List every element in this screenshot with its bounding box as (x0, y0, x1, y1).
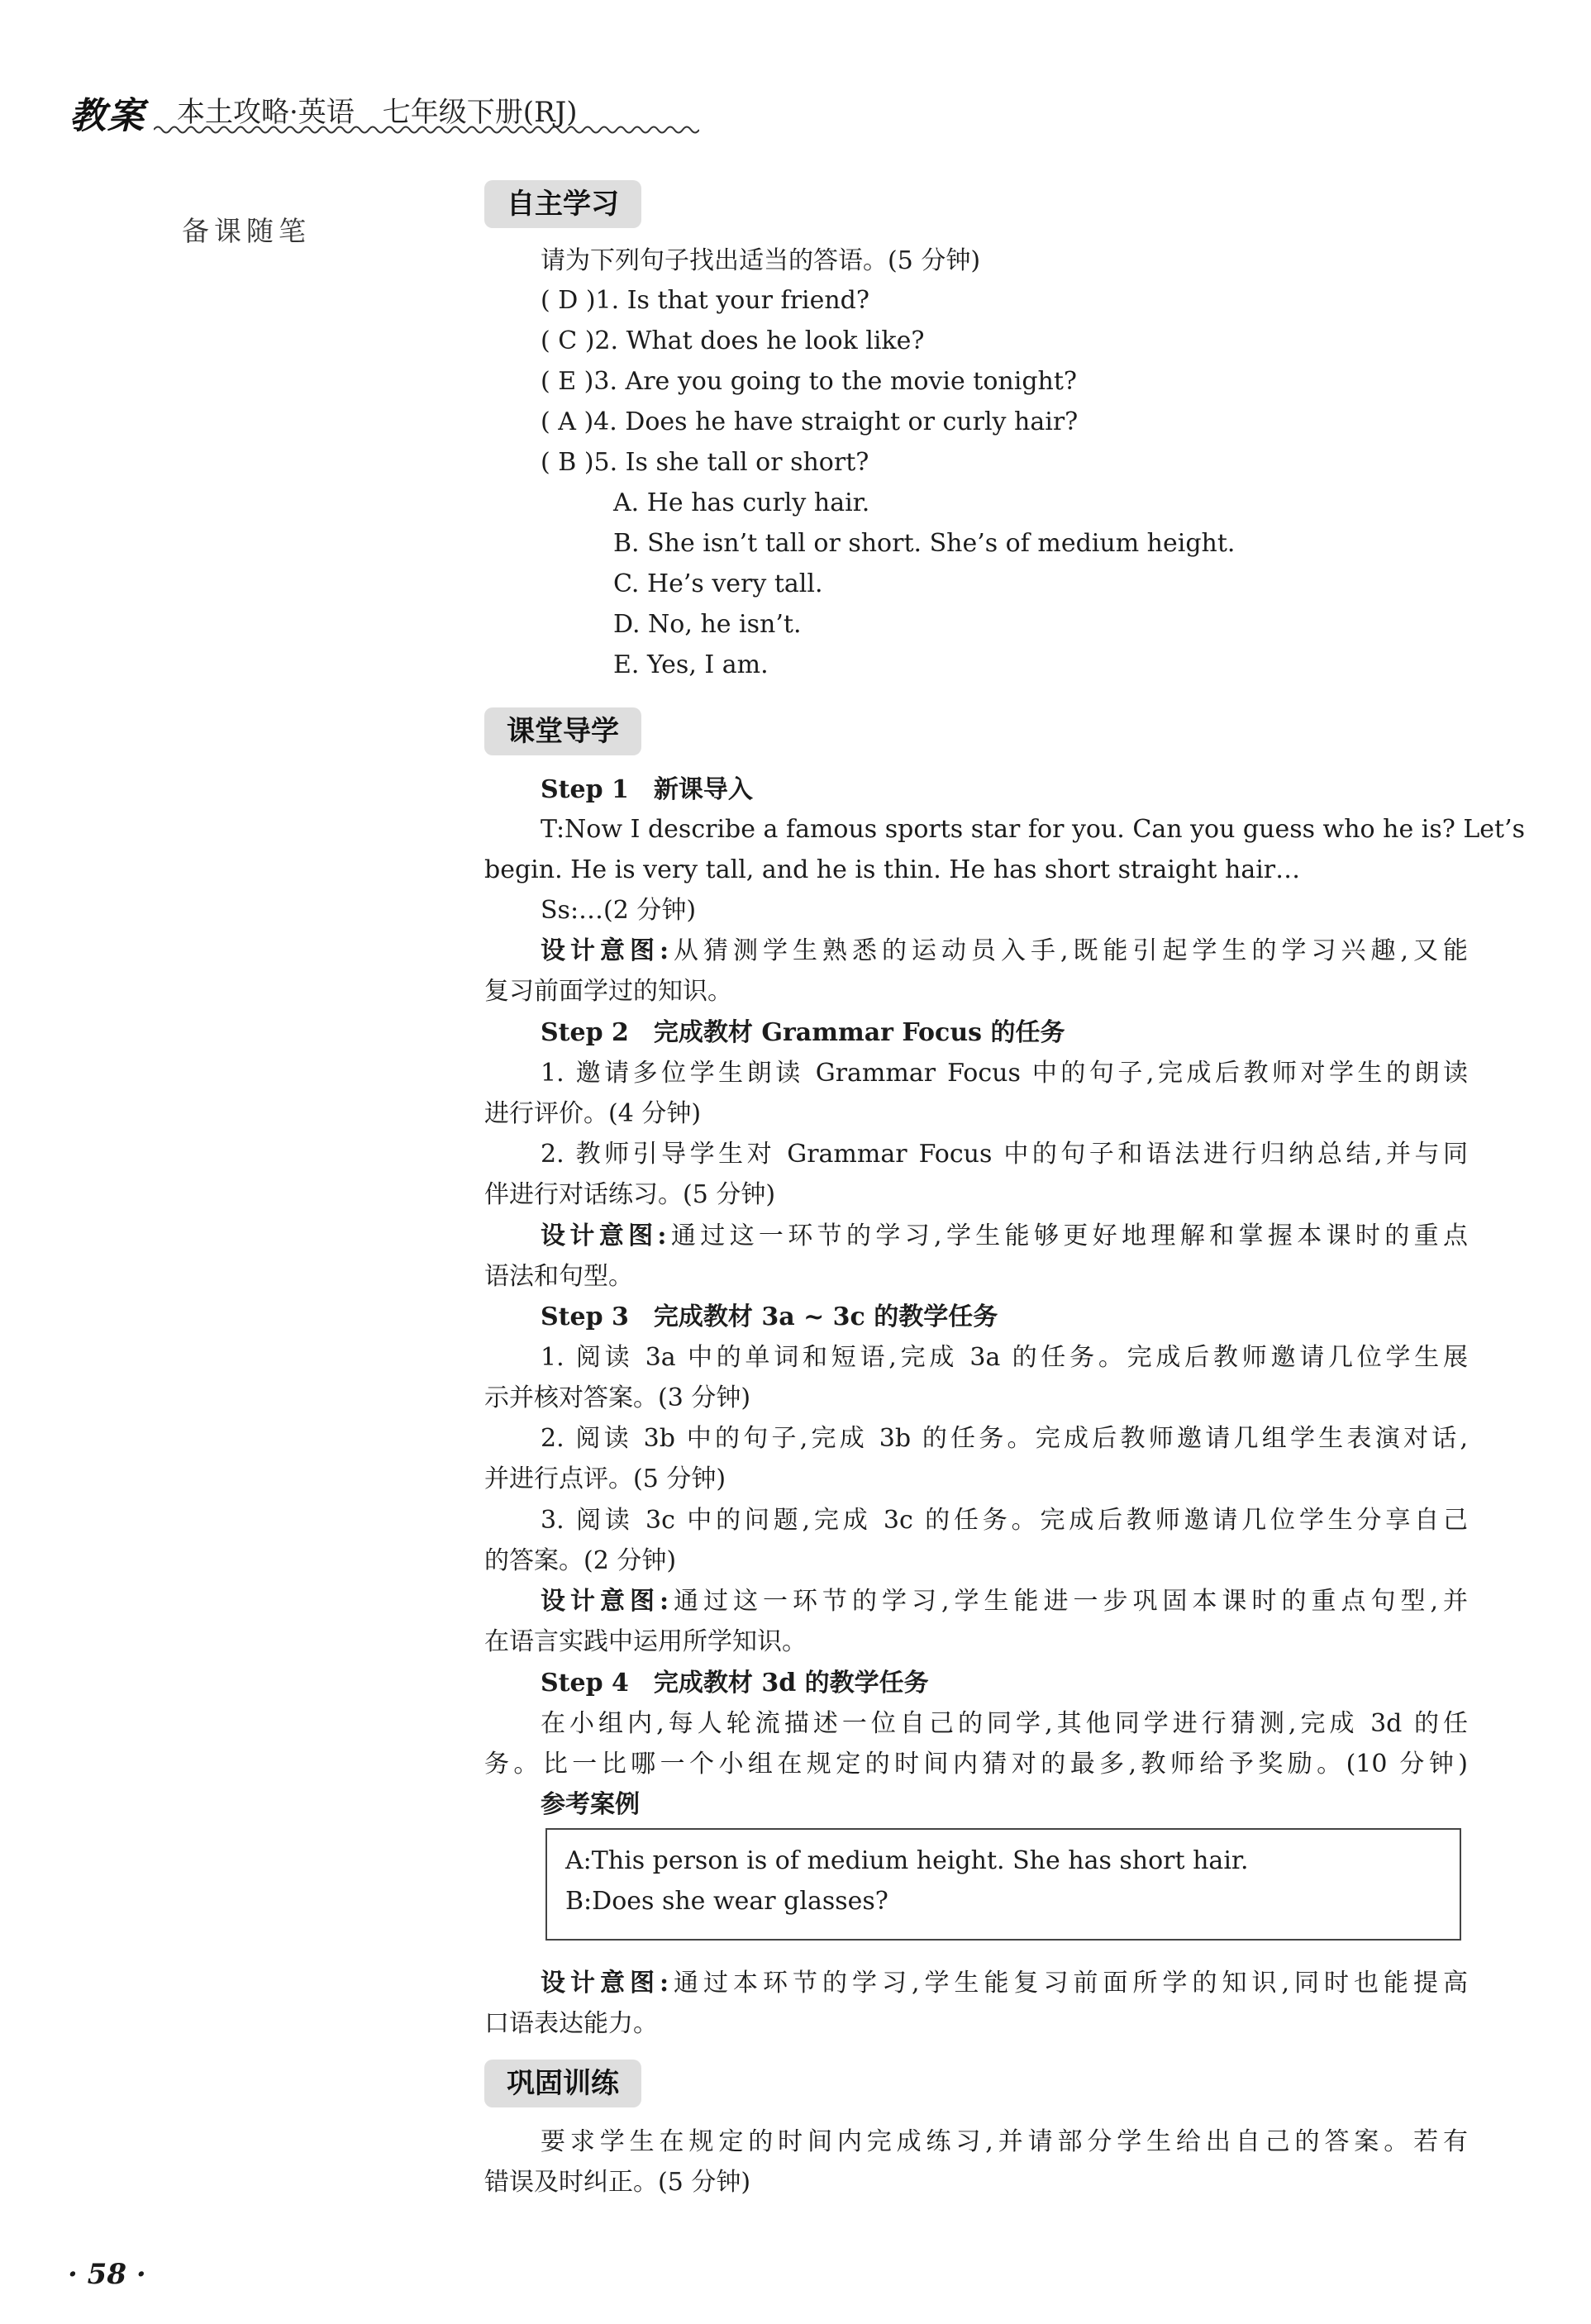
step2-p1-line-2: 进行评价。(4 分钟) (484, 1099, 702, 1128)
step4-title: Step 4 完成教材 3d 的教学任务 (541, 1669, 929, 1698)
option-d: D. No, he isn’t. (613, 610, 802, 639)
step2-intent-line-1 (541, 1220, 1468, 1253)
step4-p-line-1: 在小组内,每人轮流描述一位自己的同学,其他同学进行猜测,完成 3d 的任 (541, 1709, 1468, 1738)
question-1: ( D )1. Is that your friend? (541, 286, 869, 315)
section-label-practice: 巩固训练 (484, 2060, 641, 2107)
step2-intent-line-2: 语法和句型。 (484, 1262, 633, 1291)
step1-teacher-line-1: T:Now I describe a famous sports star for you. Can you guess who he is? Let’s (541, 815, 1526, 844)
header-brand: 教案 (69, 95, 145, 137)
step2-intent-text: 通过这一环节的学习,学生能够更好地理解和掌握本课时的重点 (666, 1222, 1468, 1250)
step2-title: Step 2 完成教材 Grammar Focus 的任务 (541, 1018, 1065, 1047)
step1-intent-line-1 (541, 935, 1468, 968)
instruction: 请为下列句子找出适当的答语。(5 分钟) (541, 246, 981, 275)
question-2: ( C )2. What does he look like? (541, 326, 925, 355)
step1-students: Ss:…(2 分钟) (541, 896, 697, 925)
step3-intent-line-1 (541, 1585, 1468, 1618)
step3-p3-line-2: 的答案。(2 分钟) (484, 1546, 677, 1575)
step4-intent-label: 设计意图: (541, 1969, 669, 1998)
step3-intent-line-2: 在语言实践中运用所学知识。 (484, 1627, 807, 1656)
practice-line-2: 错误及时纠正。(5 分钟) (484, 2168, 751, 2197)
practice-line-1: 要求学生在规定的时间内完成练习,并请部分学生给出自己的答案。若有 (541, 2127, 1468, 2156)
side-note-label: 备课随笔 (182, 215, 311, 247)
step4-intent-text: 通过本环节的学习,学生能复习前面所学的知识,同时也能提高 (669, 1969, 1468, 1998)
example-line-a: A:This person is of medium height. She has short hair. (565, 1846, 1249, 1875)
step4-intent-line-2: 口语表达能力。 (484, 2009, 658, 2038)
step3-intent-text: 通过这一环节的学习,学生能进一步巩固本课时的重点句型,并 (669, 1587, 1468, 1616)
step3-p2-line-1: 2. 阅读 3b 中的句子,完成 3b 的任务。完成后教师邀请几组学生表演对话, (541, 1424, 1468, 1453)
step3-p3-line-1: 3. 阅读 3c 中的问题,完成 3c 的任务。完成后教师邀请几位学生分享自己 (541, 1506, 1468, 1535)
question-3: ( E )3. Are you going to the movie tonight? (541, 367, 1077, 396)
step3-title: Step 3 完成教材 3a ~ 3c 的教学任务 (541, 1302, 998, 1331)
step1-intent-label: 设计意图: (541, 936, 669, 965)
section-label-self-study: 自主学习 (484, 180, 641, 228)
step3-p2-line-2: 并进行点评。(5 分钟) (484, 1464, 726, 1493)
option-e: E. Yes, I am. (613, 650, 769, 679)
section-label-class-guide: 课堂导学 (484, 707, 641, 755)
step3-p1-line-2: 示并核对答案。(3 分钟) (484, 1383, 751, 1412)
step1-title: Step 1 新课导入 (541, 775, 753, 804)
step4-intent-line-1 (541, 1967, 1468, 2000)
question-4: ( A )4. Does he have straight or curly hair? (541, 407, 1079, 436)
step1-teacher-line-2: begin. He is very tall, and he is thin. He has short straight hair… (484, 855, 1301, 884)
step4-p-line-2: 务。比一比哪一个小组在规定的时间内猜对的最多,教师给予奖励。(10 分钟) (484, 1750, 1468, 1779)
option-b: B. She isn’t tall or short. She’s of medium height. (613, 529, 1236, 558)
page-number: · 58 · (68, 2258, 146, 2291)
option-a: A. He has curly hair. (613, 488, 870, 517)
step3-p1-line-1: 1. 阅读 3a 中的单词和短语,完成 3a 的任务。完成后教师邀请几位学生展 (541, 1343, 1468, 1372)
header-wavy-underline (154, 124, 699, 136)
step1-intent-text: 从猜测学生熟悉的运动员入手,既能引起学生的学习兴趣,又能 (669, 936, 1468, 965)
example-line-b: B:Does she wear glasses? (565, 1887, 888, 1916)
question-5: ( B )5. Is she tall or short? (541, 448, 869, 477)
step2-p2-line-1: 2. 教师引导学生对 Grammar Focus 中的句子和语法进行归纳总结,并与同 (541, 1140, 1468, 1169)
step1-intent-line-2: 复习前面学过的知识。 (484, 977, 732, 1006)
step2-intent-label: 设计意图: (541, 1222, 667, 1250)
step2-p2-line-2: 伴进行对话练习。(5 分钟) (484, 1180, 776, 1209)
step3-intent-label: 设计意图: (541, 1587, 669, 1616)
step2-p1-line-1: 1. 邀请多位学生朗读 Grammar Focus 中的句子,完成后教师对学生的朗读 (541, 1059, 1468, 1088)
option-c: C. He’s very tall. (613, 569, 823, 598)
header-title: 本土攻略·英语 七年级下册(RJ) (177, 96, 578, 129)
step4-example-label: 参考案例 (541, 1790, 640, 1819)
